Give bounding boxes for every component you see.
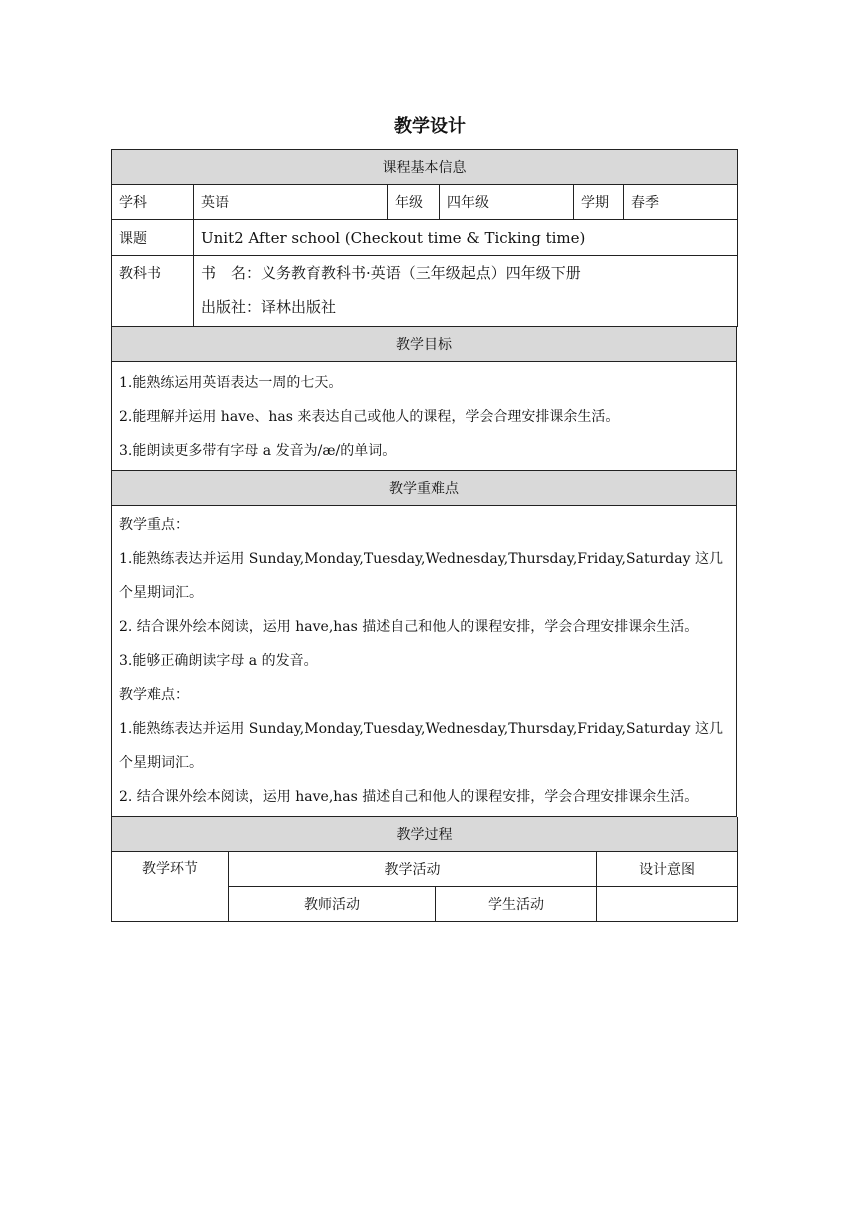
process-header: 教学过程	[112, 817, 738, 852]
lesson-design-sheet	[111, 149, 737, 922]
teacher-activity-header: 教师活动	[229, 887, 436, 922]
intent-header: 设计意图	[597, 852, 738, 887]
page-title: 教学设计	[394, 116, 466, 137]
objective-item: 1.能熟练运用英语表达一周的七天。	[119, 375, 343, 391]
topic-value: Unit2 After school (Checkout time & Ticking time)	[194, 220, 738, 256]
basic-info-table	[111, 149, 738, 327]
textbook-name-line: 书 名：义务教育教科书·英语（三年级起点）四年级下册	[201, 264, 581, 282]
objectives-list	[112, 362, 737, 471]
stage-header: 教学环节	[112, 852, 229, 922]
focus-item: 2. 结合课外绘本阅读，运用 have,has 描述自己和他人的课程安排，学会合理安排课余生活。	[119, 619, 699, 635]
subject-value: 英语	[194, 185, 388, 220]
difficulty-item: 2. 结合课外绘本阅读，运用 have,has 描述自己和他人的课程安排，学会合理安排课余生活。	[119, 789, 699, 805]
term-value: 春季	[624, 185, 738, 220]
process-table	[111, 817, 738, 922]
difficulty-item: 1.能熟练表达并运用 Sunday,Monday,Tuesday,Wednesday,Thursday,Friday,Saturday 这几个星期词汇。	[119, 721, 723, 771]
student-activity-header: 学生活动	[436, 887, 597, 922]
term-label: 学期	[574, 185, 624, 220]
objectives-header: 教学目标	[112, 327, 737, 362]
topic-label: 课题	[112, 220, 194, 256]
intent-empty-cell	[597, 887, 738, 922]
focus-item: 1.能熟练表达并运用 Sunday,Monday,Tuesday,Wednesday,Thursday,Friday,Saturday 这几个星期词汇。	[119, 551, 723, 601]
objectives-table	[111, 327, 737, 471]
key-points-header: 教学重难点	[112, 471, 737, 506]
grade-label: 年级	[388, 185, 440, 220]
activity-header: 教学活动	[229, 852, 597, 887]
textbook-publisher-line: 出版社：译林出版社	[201, 298, 337, 316]
key-points-table	[111, 471, 737, 817]
focus-label: 教学重点：	[119, 517, 189, 533]
grade-value: 四年级	[440, 185, 574, 220]
key-points-content	[112, 506, 737, 817]
subject-label: 学科	[112, 185, 194, 220]
objective-item: 2.能理解并运用 have、has 来表达自己或他人的课程，学会合理安排课余生活。	[119, 409, 620, 425]
textbook-label: 教科书	[112, 256, 194, 327]
basic-info-header: 课程基本信息	[112, 150, 738, 185]
focus-item: 3.能够正确朗读字母 a 的发音。	[119, 653, 318, 669]
difficulty-label: 教学难点：	[119, 687, 189, 703]
objective-item: 3.能朗读更多带有字母 a 发音为/æ/的单词。	[119, 443, 397, 459]
